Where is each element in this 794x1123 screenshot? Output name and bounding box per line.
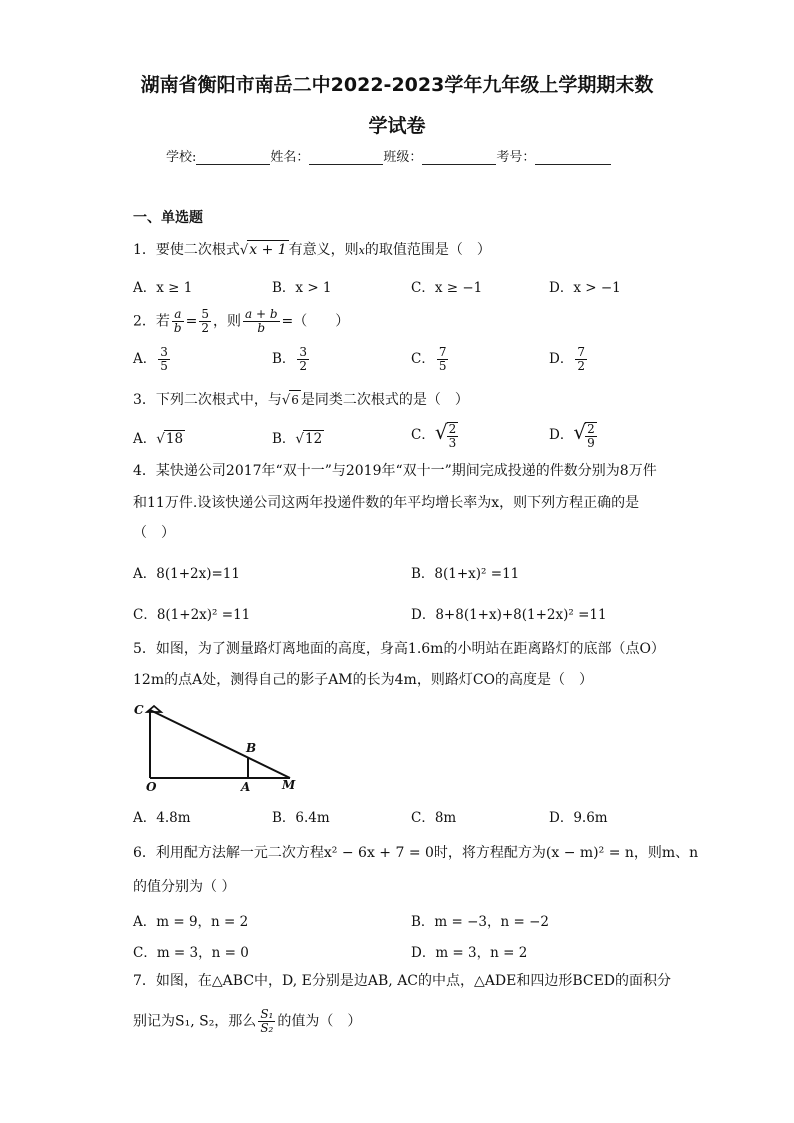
option-num: 3 (299, 345, 308, 359)
q2-text-3: =（ ） (281, 313, 350, 330)
q2-text: 2．若 (133, 313, 170, 330)
q7-frac-num: S₁ (260, 1007, 274, 1021)
q6-option-d[interactable]: D．m = 3，n = 2 (411, 945, 528, 961)
q7-text-2: 的值为（ ） (277, 1013, 362, 1030)
q5-option-b[interactable]: B．6.4m (272, 810, 330, 826)
option-radicand: 12 (305, 431, 323, 447)
title-line-2: 学试卷 (368, 115, 426, 137)
option-label: D． (549, 427, 574, 443)
question-4-line-1: 4．某快递公司2017年“双十一”与2019年“双十一”期间完成投递的件数分别为8万件 (133, 463, 657, 479)
question-4-line-2: 和11万件.设该快递公司这两年投递件数的年平均增长率为x，则下列方程正确的是 (133, 495, 640, 511)
number-label: 考号： (496, 150, 536, 165)
q2-frac-num: a (172, 308, 184, 322)
q3-radicand: 6 (289, 390, 301, 409)
option-num: 3 (160, 345, 168, 359)
option-frac (585, 422, 597, 450)
q2-frac-a-b (172, 308, 184, 335)
question-2: 2．若 $\frac{a}{b}$ = $\frac{5}{2}$ ，则 $\frac{a + b}{b}$ =（ ） (133, 307, 350, 335)
q5-option-d[interactable]: D．9.6m (549, 810, 608, 826)
option-den: 3 (448, 435, 457, 450)
q2-frac-den: b (173, 321, 182, 335)
q3-text-2: 是同类二次根式的是（ ） (300, 392, 469, 408)
option-label: C． (411, 427, 435, 443)
q1-option-c[interactable]: C．x ≥ −1 (411, 280, 483, 296)
q1-radicand: x + 1 (249, 242, 287, 258)
option-label: C． (411, 351, 435, 367)
option-frac (437, 346, 449, 373)
option-frac (158, 346, 170, 373)
question-3: 3．下列二次根式中，与√6 是同类二次根式的是（ ） (133, 392, 469, 408)
q1-option-a[interactable]: A．x ≥ 1 (133, 280, 193, 296)
option-frac (297, 346, 309, 373)
option-frac (447, 422, 459, 450)
q1-text: 1．要使二次根式 (133, 242, 240, 258)
question-7-line-2 (133, 1008, 361, 1035)
q1-text-2: 有意义，则 (288, 242, 359, 258)
name-label: 姓名： (270, 150, 310, 165)
student-info-row (166, 146, 611, 165)
label-b: B (246, 741, 257, 755)
label-o: O (146, 780, 157, 794)
q2-frac-5-2 (199, 308, 211, 335)
q3-option-c[interactable]: C．√ $\frac{2}{3}$ (411, 420, 457, 450)
question-5-line-2: 12m的点A处，测得自己的影子AM的长为4m，则路灯CO的高度是（ ） (133, 672, 594, 688)
title-line-1: 湖南省衡阳市南岳二中2022-2023学年九年级上学期期末数 (140, 74, 654, 96)
q5-option-c[interactable]: C．8m (411, 810, 457, 826)
option-num: 2 (587, 421, 595, 436)
q2-frac-den-2: 2 (201, 321, 209, 335)
question-5-line-1: 5．如图，为了测量路灯离地面的高度，身高1.6m的小明站在距离路灯的底部（点O） (133, 641, 665, 657)
q2-option-a[interactable] (133, 346, 172, 373)
q4-option-d[interactable]: D．8+8(1+x)+8(1+2x)² =11 (411, 607, 607, 623)
q5-option-a[interactable]: A．4.8m (133, 810, 191, 826)
number-blank[interactable] (535, 150, 611, 165)
section-heading: 一、单选题 (133, 210, 203, 226)
option-num: 7 (577, 345, 585, 359)
q6-option-b[interactable]: B．m = −3，n = −2 (411, 914, 550, 930)
light-ray-line (150, 710, 290, 778)
q2-frac-num-2: 5 (201, 307, 209, 321)
question-1: 1．要使二次根式√x + 1 有意义，则x的取值范围是（ ） (133, 242, 491, 258)
question-6-line-2: 的值分别为（ ） (133, 879, 236, 895)
label-a: A (241, 780, 251, 794)
option-frac (575, 346, 587, 373)
q4-option-c[interactable]: C．8(1+2x)² =11 (133, 607, 251, 623)
q3-option-d[interactable]: D．√ $\frac{2}{9}$ (549, 420, 595, 450)
option-den: 2 (299, 359, 308, 373)
option-label: A． (133, 351, 157, 367)
question-6-line-1: 6．利用配方法解一元二次方程x² − 6x + 7 = 0时，将方程配方为(x − m)² = n，则m、n (133, 845, 699, 861)
question-4-line-3: （ ） (133, 525, 175, 541)
option-label: B． (272, 351, 296, 367)
q2-option-d[interactable] (549, 346, 589, 373)
option-den: 2 (577, 359, 585, 373)
option-num: 7 (438, 345, 447, 359)
q7-frac-s1-s2 (258, 1008, 275, 1035)
q6-option-a[interactable]: A．m = 9，n = 2 (133, 914, 249, 930)
q7-frac-den: S₂ (260, 1021, 274, 1035)
q5-diagram (128, 698, 308, 798)
name-blank[interactable] (309, 150, 383, 165)
option-radicand: 18 (165, 431, 184, 447)
class-blank[interactable] (422, 150, 496, 165)
option-den: 5 (438, 359, 447, 373)
label-c: C (134, 703, 144, 717)
option-label: A． (133, 431, 157, 447)
q4-option-a[interactable]: A．8(1+2x)=11 (133, 566, 240, 582)
q2-option-b[interactable] (272, 346, 311, 373)
q1-option-d[interactable]: D．x > −1 (549, 280, 621, 296)
q7-text: 别记为S₁, S₂，那么 (133, 1013, 257, 1030)
class-label: 班级： (383, 150, 423, 165)
q4-option-b[interactable]: B．8(1+x)² =11 (411, 566, 520, 582)
option-label: B． (272, 431, 296, 447)
q1-option-b[interactable]: B．x > 1 (272, 280, 332, 296)
option-den: 5 (160, 359, 168, 373)
question-7-line-1: 7．如图，在△ABC中，D, E分别是边AB, AC的中点，△ADE和四边形BCED的面积分 (133, 973, 672, 989)
q3-option-b[interactable]: B．√12 (272, 431, 323, 447)
q2-frac-num-3: a + b (244, 307, 278, 321)
school-blank[interactable] (196, 150, 270, 165)
q1-text-3: 的取值范围是（ ） (364, 242, 491, 258)
option-label: D． (549, 351, 574, 367)
q6-option-c[interactable]: C．m = 3，n = 0 (133, 945, 249, 961)
label-m: M (282, 778, 296, 792)
q2-frac-den-3: b (257, 321, 266, 335)
q2-option-c[interactable] (411, 346, 450, 373)
q2-text-2: ，则 (212, 313, 241, 330)
option-num: 2 (448, 421, 457, 436)
q2-frac-apb (243, 308, 280, 335)
q3-option-a[interactable]: A．√18 (133, 431, 184, 447)
q1-variable: x (358, 244, 365, 257)
option-den: 9 (587, 435, 595, 450)
school-label: 学校: (166, 150, 197, 165)
q3-text: 3．下列二次根式中，与 (133, 392, 282, 408)
